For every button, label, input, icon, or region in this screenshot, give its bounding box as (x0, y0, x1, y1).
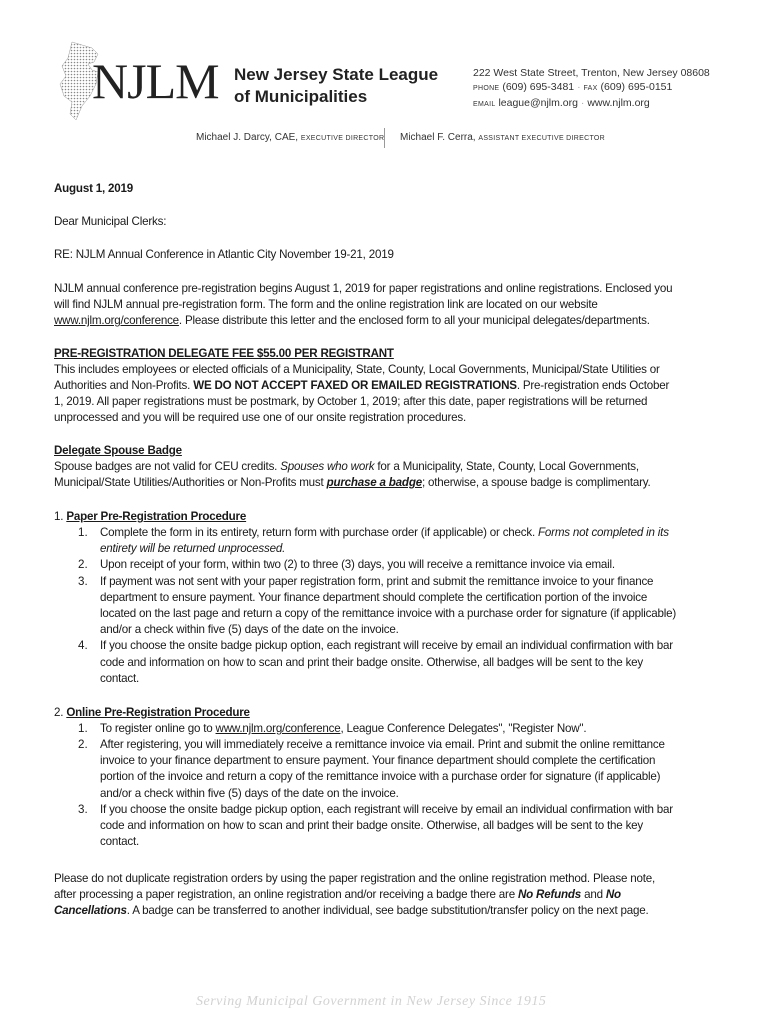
footer-tagline: Serving Municipal Government in New Jersey Since 1915 (196, 994, 547, 1009)
online-item-1: To register online go to www.njlm.org/conference, League Conference Delegates", "Register Now". (100, 722, 587, 735)
fee-line-4: unprocessed and you will be required use one of our onsite registration procedures. (54, 411, 466, 424)
spouse-line-1: Spouse badges are not valid for CEU credits. Spouses who work for a Municipality, State, County, Local Governments, (54, 460, 639, 473)
closing-line-1: Please do not duplicate registration orders by using the paper registration and the online registration method. Please note, (54, 872, 656, 885)
paper-item-line: entirety will be returned unprocessed. (100, 542, 286, 556)
list-number: 2. (78, 558, 88, 572)
intro-line-2: will find NJLM annual pre-registration form. The form and the online registration link are located on our website (54, 298, 598, 311)
online-item-line: After registering, you will immediately receive a remittance invoice via email. Print and submit the online remittance (100, 738, 665, 751)
street-address: 222 West State Street, Trenton, New Jersey 08608 (473, 67, 710, 79)
website-link[interactable]: www.njlm.org (587, 97, 650, 109)
closing-line-2: after processing a paper registration, an online registration and/or receiving a badge there are No Refunds and No (54, 888, 621, 901)
online-item-line: contact. (100, 835, 140, 849)
intro-line-3: www.njlm.org/conference. Please distribute this letter and the enclosed form to all your municipal delegates/departments. (54, 314, 650, 327)
online-item-line: portion of the invoice and return a copy of the remittance invoice with a purchase order for signature (if applicable) (100, 770, 661, 784)
paper-item-line: and/or a check within five (5) days of the date on the invoice. (100, 623, 399, 637)
njlm-logo-text: NJLM (92, 53, 219, 109)
online-item-line: code and information on how to scan and print their badge onsite. Otherwise, all badges will be sent to the key (100, 819, 644, 832)
paper-item-line: code and information on how to scan and print their badge onsite. Otherwise, all badges will be sent to the key (100, 655, 644, 669)
list-number: 2. (78, 738, 88, 751)
contact-block (473, 66, 710, 112)
fee-line-1: This includes employees or elected officials of a Municipality, State, County, Local Governments, Municipal/State Utilities or (54, 363, 660, 376)
re-line: RE: NJLM Annual Conference in Atlantic City November 19-21, 2019 (54, 248, 394, 261)
organization-name: New Jersey State League of Municipalities (234, 65, 439, 106)
list-number: 3. (78, 802, 88, 816)
spouse-heading: Delegate Spouse Badge (54, 444, 182, 457)
executive-director: Michael J. Darcy, CAE, EXECUTIVE DIRECTOR (196, 132, 385, 143)
letter-date: August 1, 2019 (54, 182, 134, 195)
list-number: 1. (78, 722, 88, 735)
paper-item-line: department to ensure payment. Your finance department should complete the certification portion of the invoice (100, 590, 648, 604)
online-conference-link[interactable]: www.njlm.org/conference (215, 722, 341, 735)
online-procedure-heading: 2. Online Pre-Registration Procedure (54, 706, 250, 719)
paper-item-line: Upon receipt of your form, within two (2) to three (3) days, you will receive a remittance invoice via email. (100, 558, 615, 572)
intro-line-1: NJLM annual conference pre-registration begins August 1, 2019 for paper registrations and online registrations. Enclosed you (54, 282, 673, 295)
staff-divider (384, 128, 385, 148)
fee-line-2: Authorities and Non-Profits. WE DO NOT ACCEPT FAXED OR EMAILED REGISTRATIONS. Pre-registration ends October (54, 379, 670, 392)
paper-item-line: located on the last page and return a copy of the remittance invoice with a purchase order for signature (if applicable) (100, 607, 676, 620)
list-number: 4. (78, 639, 88, 653)
online-item-line: and/or a check within five (5) days of the date on the invoice. (100, 786, 399, 800)
list-number: 3. (78, 574, 88, 588)
paper-procedure-heading: 1. Paper Pre-Registration Procedure (54, 510, 247, 523)
assistant-executive-director: Michael F. Cerra, ASSISTANT EXECUTIVE DIRECTOR (400, 132, 606, 143)
paper-item-line: contact. (100, 671, 140, 685)
fee-heading: PRE-REGISTRATION DELEGATE FEE $55.00 PER REGISTRANT (54, 347, 394, 360)
paper-item-line: If you choose the onsite badge pickup option, each registrant will receive by email an individual confirmation with bar (100, 639, 673, 653)
email-link[interactable]: league@njlm.org (498, 97, 578, 109)
conference-link[interactable]: www.njlm.org/conference (54, 314, 179, 327)
online-item-line: invoice to your finance department to ensure payment. Your finance department should complete the certification (100, 754, 656, 768)
spouse-line-2: Municipal/State Utilities/Authorities or Non-Profits must purchase a badge; otherwise, a spouse badge is complimentary. (54, 476, 651, 489)
phone-fax-line: PHONE (609) 695-3481 · FAX (609) 695-0151 (473, 81, 673, 93)
closing-line-3: Cancellations. A badge can be transferred to another individual, see badge substitution/transfer policy on the next page. (54, 904, 649, 917)
paper-item-line: If payment was not sent with your paper registration form, print and submit the remittance invoice to your finance (100, 574, 654, 588)
email-web-line: EMAIL league@njlm.org · www.njlm.org (473, 97, 650, 109)
online-item-line: If you choose the onsite badge pickup option, each registrant will receive by email an individual confirmation with bar (100, 802, 673, 816)
list-number: 1. (78, 526, 88, 539)
paper-item-line: Complete the form in its entirety, return form with purchase order (if applicable) or check. Forms not completed in its (100, 526, 669, 539)
salutation: Dear Municipal Clerks: (54, 215, 167, 228)
fee-line-3: 1, 2019. All paper registrations must be postmark, by October 1, 2019; after this date, paper registrations will be returned (54, 395, 648, 408)
